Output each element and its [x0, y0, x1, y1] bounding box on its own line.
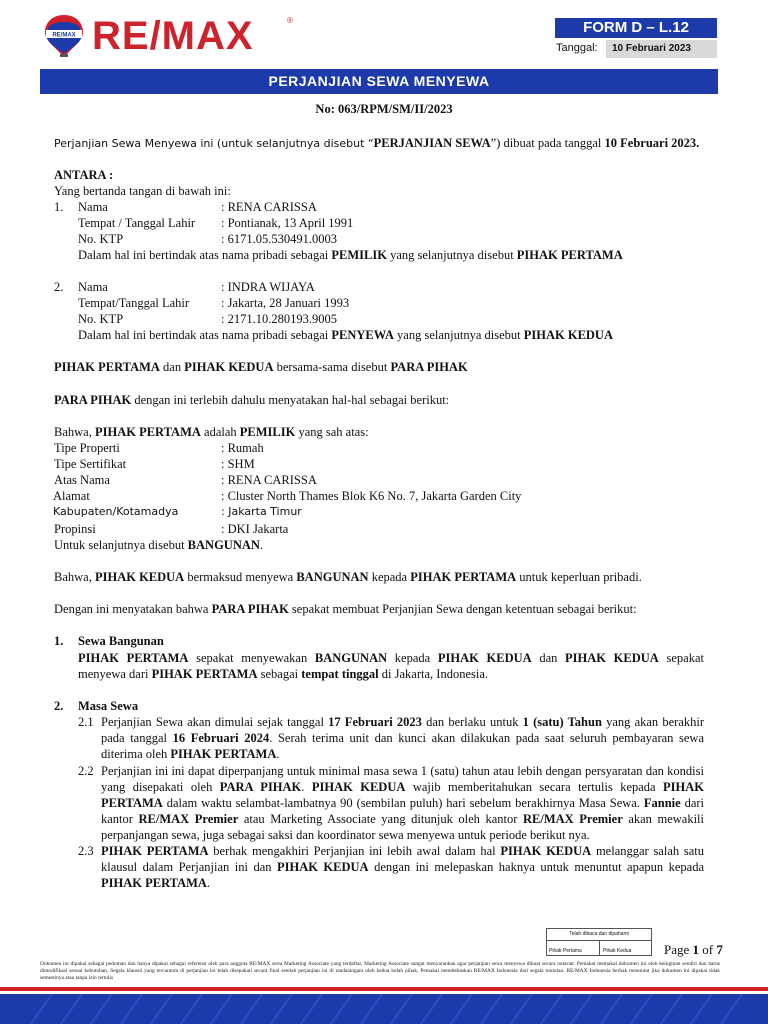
property-intro: Bahwa, PIHAK PERTAMA adalah PEMILIK yang sah atas: [54, 425, 369, 439]
property-value: : Cluster North Thames Blok K6 No. 7, Jakarta Garden City [221, 489, 522, 503]
property-label: Tipe Sertifikat [54, 457, 127, 471]
clause-2-2-number: 2.2 [78, 764, 94, 778]
agreement-statement: Dengan ini menyatakan bahwa PARA PIHAK sepakat membuat Perjanjian Sewa dengan ketentuan sebagai berikut: [54, 602, 637, 616]
stamp-divider [599, 940, 600, 956]
section-one-number: 1. [54, 634, 64, 648]
page-number: Page 1 of 7 [664, 942, 723, 957]
property-label: Atas Nama [54, 473, 110, 487]
property-value: : Rumah [221, 441, 264, 455]
section-one-text: PIHAK PERTAMA sepakat menyewakan BANGUNAN kepada PIHAK KEDUA dan PIHAK KEDUA sepakat menyewa dari PIHAK PERTAMA sebagai tempat tinggal di Jakarta, Indonesia. [78, 651, 704, 681]
logo-badge-text: RE/MAX [52, 32, 76, 39]
property-label: Alamat [53, 489, 90, 503]
property-label: Kabupaten/Kotamadya [53, 505, 179, 518]
party-one-role: Dalam hal ini bertindak atas nama pribadi sebagai PEMILIK yang selanjutnya disebut PIHAK PERTAMA [78, 248, 623, 262]
party-two-value: : INDRA WIJAYA [221, 280, 315, 294]
clause-2-2-text: Perjanjian ini ini dapat diperpanjang untuk minimal masa sewa 1 (satu) tahun atau lebih dengan persyaratan dan kondisi yang disepakati oleh PARA PIHAK. PIHAK KEDUA wajib memberitahukan secara tertulis kepada PIHAK PERTAMA dalam waktu selambat-lambatnya 90 (sembilan puluh) hari sebelum berakhirnya Masa Sewa. Fannie dari kantor RE/MAX Premier atau Marketing Associate yang ditunjuk oleh kantor RE/MAX Premier akan mewakili perpanjangan sewa, juga sebagai saksi dan koordinator sewa menyewa untuk periode berikut nya. [101, 764, 705, 842]
brand-logo-text: RE/MAX [92, 14, 254, 58]
property-label: Tipe Properti [54, 441, 120, 455]
stamp-heading: Telah dibaca dan dipahami [547, 929, 651, 941]
section-one-title: Sewa Bangunan [78, 634, 164, 648]
stamp-second-party: Pihak Kedua [603, 948, 632, 954]
clause-2-1-number: 2.1 [78, 715, 94, 729]
party-one-value: : Pontianak, 13 April 1991 [221, 216, 354, 230]
property-value: : DKI Jakarta [221, 522, 289, 536]
intro-paragraph: Perjanjian Sewa Menyewa ini (untuk selanjutnya disebut “PERJANJIAN SEWA”) dibuat pada tanggal 10 Februari 2023. [54, 136, 700, 150]
document-number: No: 063/RPM/SM/II/2023 [315, 102, 453, 116]
property-value: : Jakarta Timur [221, 505, 302, 518]
tanggal-field: 10 Februari 2023 [606, 40, 717, 58]
remax-balloon-logo-icon [44, 14, 84, 58]
antara-heading: ANTARA : [54, 168, 114, 182]
clause-2-3-number: 2.3 [78, 844, 94, 858]
para-pihak-statement: PARA PIHAK dengan ini terlebih dahulu menyatakan hal-hal sebagai berikut: [54, 393, 450, 407]
party-two-label: No. KTP [78, 312, 124, 326]
section-two-number: 2. [54, 699, 64, 713]
party-two-value: : 2171.10.280193.9005 [221, 312, 337, 326]
stamp-first-party: Pihak Pertama [549, 948, 582, 954]
party-one-number: 1. [54, 200, 64, 214]
footer-blue-band [0, 994, 768, 1024]
form-code-badge: FORM D – L.12 [555, 18, 717, 38]
party-one-value: : RENA CARISSA [221, 200, 317, 214]
party-two-value: : Jakarta, 28 Januari 1993 [221, 296, 350, 310]
clause-2-1-text: Perjanjian Sewa akan dimulai sejak tanggal 17 Februari 2023 dan berlaku untuk 1 (satu) Tahun yang akan berakhir pada tanggal 16 Februari 2024. Serah terima unit dan kunci akan dilakukan pada saat seluruh pembayaran sewa diterima oleh PIHAK PERTAMA. [101, 715, 704, 761]
property-value: : RENA CARISSA [221, 473, 317, 487]
document-title: PERJANJIAN SEWA MENYEWA [40, 69, 718, 94]
property-label: Propinsi [54, 522, 96, 536]
initials-stamp-box [546, 928, 652, 956]
party-two-label: Nama [78, 280, 108, 294]
party-one-label: Tempat / Tanggal Lahir [78, 216, 196, 230]
property-closing: Untuk selanjutnya disebut BANGUNAN. [54, 538, 264, 552]
party-two-number: 2. [54, 280, 64, 294]
clause-2-3-text: PIHAK PERTAMA berhak mengakhiri Perjanjian ini lebih awal dalam hal PIHAK KEDUA melanggar salah satu klausul dalam Perjanjian ini dan PIHAK KEDUA dengan ini melepaskan haknya untuk menuntut apapun kepada PIHAK PERTAMA. [101, 844, 705, 890]
party-one-label: No. KTP [78, 232, 124, 246]
footer-disclaimer: Dokumen ini dipakai sebagai pedoman dan hanya dipakai sebagai referensi oleh para anggota RE/MAX serta Marketing Associate yang terdaftar. Marketing Associate sangat menyarankan agar perjanjian sewa menyewa dibuat secara notariat. Pemakai memakai dokumen ini oleh keinginan sendiri dan harus dimodifikasi sesuai kebutuhan. Segala klausul yang tercantum di perjanjian ini telah disepakati secara final setelah perjanjian ini di tandatangani oleh kedua belah pihak. Pemakai membebaskan RE/MAX Indonesia dari segala tuntutan. RE/MAX Indonesia berhak menuntut jika dokumen ini dipakai tidak semestinya atau tanpa izin tertulis [40, 961, 720, 982]
tenant-intent: Bahwa, PIHAK KEDUA bermaksud menyewa BANGUNAN kepada PIHAK PERTAMA untuk keperluan pribadi. [54, 570, 642, 584]
footer-red-band [0, 987, 768, 991]
para-pihak-definition: PIHAK PERTAMA dan PIHAK KEDUA bersama-sama disebut PARA PIHAK [54, 360, 468, 374]
party-two-label: Tempat/Tanggal Lahir [78, 296, 190, 310]
registered-mark: ® [287, 16, 293, 25]
antara-subtext: Yang bertanda tangan di bawah ini: [54, 184, 231, 198]
section-two-title: Masa Sewa [78, 699, 139, 713]
party-two-role: Dalam hal ini bertindak atas nama pribadi sebagai PENYEWA yang selanjutnya disebut PIHAK KEDUA [78, 328, 613, 342]
party-one-label: Nama [78, 200, 108, 214]
party-one-value: : 6171.05.530491.0003 [221, 232, 337, 246]
property-value: : SHM [221, 457, 255, 471]
tanggal-label: Tanggal: [556, 42, 598, 54]
